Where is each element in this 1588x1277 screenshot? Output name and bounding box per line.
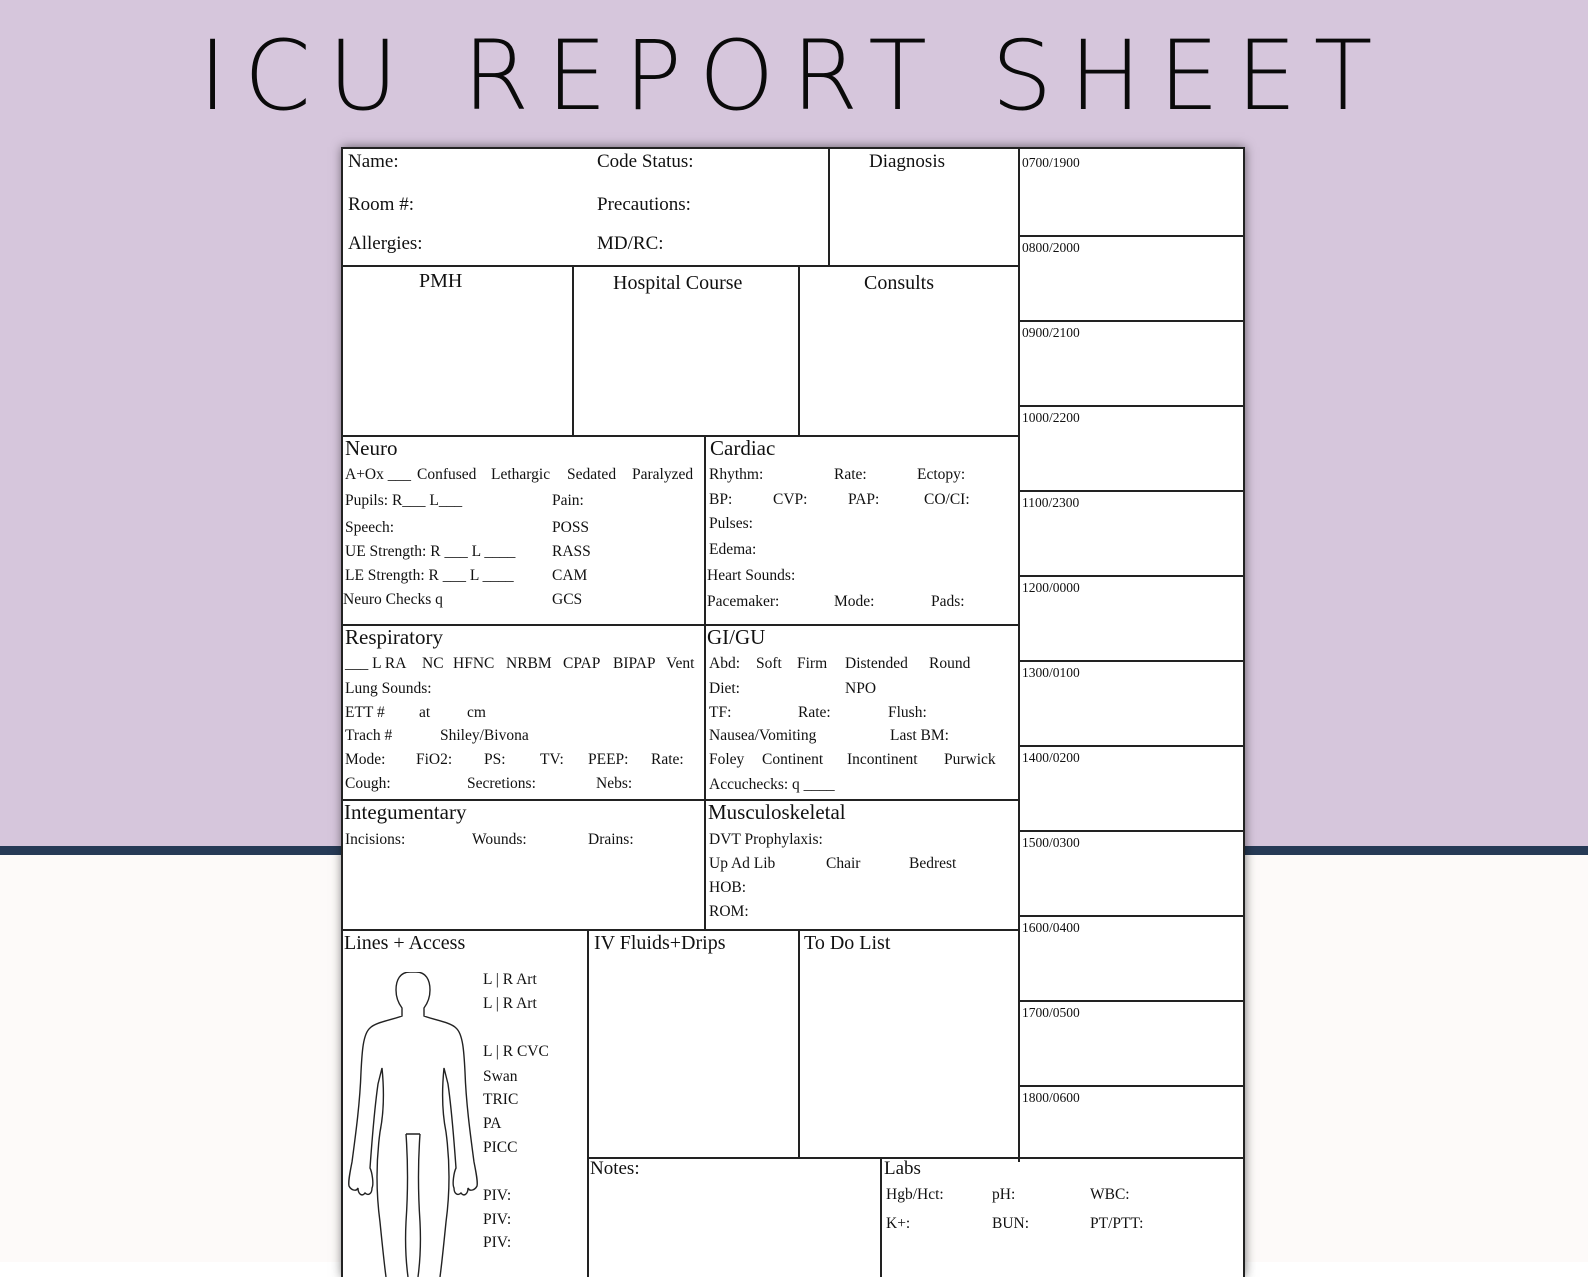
divider-neuro bbox=[342, 624, 1018, 626]
resp-cm: cm bbox=[467, 704, 486, 721]
neuro-pain: Pain: bbox=[552, 492, 584, 509]
cardiac-edema: Edema: bbox=[709, 541, 757, 558]
integ-incisions: Incisions: bbox=[345, 831, 406, 848]
musculoskeletal-heading: Musculoskeletal bbox=[708, 800, 846, 824]
lines-art-1: L | R Art bbox=[483, 971, 537, 988]
time-slot-label: 1600/0400 bbox=[1022, 920, 1080, 935]
gigu-abd: Abd: bbox=[709, 655, 740, 672]
cardiac-heart-sounds: Heart Sounds: bbox=[707, 567, 796, 584]
time-slot-label: 1400/0200 bbox=[1022, 750, 1080, 765]
gigu-incontinent: Incontinent bbox=[847, 751, 918, 768]
consults-heading: Consults bbox=[864, 272, 935, 294]
divider-pmh bbox=[572, 265, 574, 435]
cardiac-rate: Rate: bbox=[834, 466, 867, 483]
lines-piv-1: PIV: bbox=[483, 1187, 512, 1204]
neuro-ue: UE Strength: R ___ L ____ bbox=[345, 543, 516, 560]
time-slot-label: 1100/2300 bbox=[1022, 495, 1080, 510]
labs-k: K+: bbox=[886, 1215, 911, 1232]
lines-piv-3: PIV: bbox=[483, 1234, 512, 1251]
neuro-aox: A+Ox ___ bbox=[345, 466, 412, 483]
neuro-checks: Neuro Checks q bbox=[343, 591, 443, 608]
gigu-rate: Rate: bbox=[798, 704, 831, 721]
lines-art-2: L | R Art bbox=[483, 995, 537, 1012]
todo-heading: To Do List bbox=[804, 932, 891, 954]
time-slot-label: 1800/0600 bbox=[1022, 1090, 1080, 1105]
page-title: ICU REPORT SHEET bbox=[198, 20, 1390, 132]
time-slot-label: 1500/0300 bbox=[1022, 835, 1080, 850]
gigu-foley: Foley bbox=[709, 751, 745, 768]
allergies-label: Allergies: bbox=[348, 233, 423, 254]
notes-heading: Notes: bbox=[590, 1158, 640, 1179]
time-slot-label: 0900/2100 bbox=[1022, 325, 1080, 340]
gigu-accuchecks: Accuchecks: q ____ bbox=[709, 776, 835, 793]
labs-ph: pH: bbox=[992, 1186, 1016, 1203]
resp-peep: PEEP: bbox=[588, 751, 629, 768]
gigu-soft: Soft bbox=[756, 655, 782, 672]
cardiac-pulses: Pulses: bbox=[709, 515, 753, 532]
precautions-label: Precautions: bbox=[597, 194, 691, 215]
lines-picc: PICC bbox=[483, 1139, 518, 1156]
resp-ett: ETT # bbox=[345, 704, 385, 721]
gigu-nausea: Nausea/Vomiting bbox=[709, 727, 817, 744]
cardiac-pads: Pads: bbox=[931, 593, 965, 610]
labs-heading: Labs bbox=[884, 1158, 921, 1179]
time-divider bbox=[1018, 1000, 1244, 1002]
diagnosis-label: Diagnosis bbox=[869, 151, 945, 172]
divider-lines bbox=[587, 929, 589, 1277]
time-divider bbox=[1018, 915, 1244, 917]
gigu-tf: TF: bbox=[709, 704, 732, 721]
labs-wbc: WBC: bbox=[1090, 1186, 1130, 1203]
neuro-rass: RASS bbox=[552, 543, 591, 560]
lines-heading: Lines + Access bbox=[344, 932, 466, 954]
cardiac-cvp: CVP: bbox=[773, 491, 808, 508]
border-left bbox=[341, 147, 343, 1277]
resp-lung-sounds: Lung Sounds: bbox=[345, 680, 432, 697]
time-slot-label: 1200/0000 bbox=[1022, 580, 1080, 595]
gigu-heading: GI/GU bbox=[707, 625, 766, 649]
time-divider bbox=[1018, 575, 1244, 577]
neuro-paralyzed: Paralyzed bbox=[632, 466, 694, 483]
msk-up: Up Ad Lib bbox=[709, 855, 776, 872]
divider-history bbox=[342, 435, 1018, 437]
lines-swan: Swan bbox=[483, 1068, 518, 1085]
neuro-cam: CAM bbox=[552, 567, 588, 584]
divider-diagnosis bbox=[828, 147, 830, 265]
cardiac-rhythm: Rhythm: bbox=[709, 466, 764, 483]
cardiac-heading: Cardiac bbox=[710, 436, 776, 460]
resp-o2: ___ L RA bbox=[345, 655, 407, 672]
cardiac-ectopy: Ectopy: bbox=[917, 466, 966, 483]
lines-cvc: L | R CVC bbox=[483, 1043, 549, 1060]
gigu-npo: NPO bbox=[845, 680, 877, 697]
lines-tric: TRIC bbox=[483, 1091, 519, 1108]
time-divider bbox=[1018, 745, 1244, 747]
md-rc-label: MD/RC: bbox=[597, 233, 664, 254]
resp-mode: Mode: bbox=[345, 751, 386, 768]
resp-vent: Vent bbox=[666, 655, 695, 672]
integumentary-heading: Integumentary bbox=[344, 800, 467, 824]
lines-pa: PA bbox=[483, 1115, 502, 1132]
time-divider bbox=[1018, 235, 1244, 237]
neuro-sedated: Sedated bbox=[567, 466, 617, 483]
time-slot-label: 1300/0100 bbox=[1022, 665, 1080, 680]
resp-tv: TV: bbox=[540, 751, 564, 768]
code-status-label: Code Status: bbox=[597, 151, 694, 172]
neuro-heading: Neuro bbox=[345, 436, 398, 460]
body-outline-icon bbox=[348, 972, 478, 1277]
resp-nc: NC bbox=[422, 655, 444, 672]
name-label: Name: bbox=[348, 151, 399, 172]
resp-ps: PS: bbox=[484, 751, 506, 768]
neuro-confused: Confused bbox=[417, 466, 477, 483]
cardiac-coci: CO/CI: bbox=[924, 491, 970, 508]
neuro-gcs: GCS bbox=[552, 591, 583, 608]
cardiac-mode: Mode: bbox=[834, 593, 875, 610]
divider-systems bbox=[704, 435, 706, 929]
labs-pt: PT/PTT: bbox=[1090, 1215, 1144, 1232]
cardiac-pacemaker: Pacemaker: bbox=[707, 593, 780, 610]
neuro-speech: Speech: bbox=[345, 519, 395, 536]
room-label: Room #: bbox=[348, 194, 414, 215]
divider-labs bbox=[880, 1157, 882, 1277]
gigu-purwick: Purwick bbox=[944, 751, 996, 768]
divider-fluids bbox=[798, 929, 800, 1157]
divider-integ bbox=[342, 929, 1018, 931]
resp-hfnc: HFNC bbox=[453, 655, 495, 672]
gigu-firm: Firm bbox=[797, 655, 828, 672]
resp-trach: Trach # bbox=[345, 727, 393, 744]
resp-nrbm: NRBM bbox=[506, 655, 552, 672]
divider-course bbox=[798, 265, 800, 435]
hospital-course-heading: Hospital Course bbox=[613, 272, 743, 294]
resp-cpap: CPAP bbox=[563, 655, 601, 672]
integ-wounds: Wounds: bbox=[472, 831, 527, 848]
pmh-heading: PMH bbox=[419, 270, 463, 292]
divider-header bbox=[342, 265, 1018, 267]
resp-bipap: BIPAP bbox=[613, 655, 656, 672]
lines-piv-2: PIV: bbox=[483, 1211, 512, 1228]
report-sheet bbox=[342, 147, 1245, 1277]
gigu-round: Round bbox=[929, 655, 971, 672]
cardiac-bp: BP: bbox=[709, 491, 733, 508]
border-top bbox=[342, 147, 1245, 149]
resp-fio2: FiO2: bbox=[416, 751, 453, 768]
time-divider bbox=[1018, 490, 1244, 492]
time-divider bbox=[1018, 1085, 1244, 1087]
msk-hob: HOB: bbox=[709, 879, 747, 896]
time-divider bbox=[1018, 660, 1244, 662]
time-slot-label: 0700/1900 bbox=[1022, 155, 1080, 170]
neuro-le: LE Strength: R ___ L ____ bbox=[345, 567, 514, 584]
msk-dvt: DVT Prophylaxis: bbox=[709, 831, 823, 848]
neuro-pupils: Pupils: R___ L___ bbox=[345, 492, 463, 509]
gigu-continent: Continent bbox=[762, 751, 824, 768]
neuro-lethargic: Lethargic bbox=[491, 466, 551, 483]
gigu-last-bm: Last BM: bbox=[890, 727, 949, 744]
integ-drains: Drains: bbox=[588, 831, 634, 848]
respiratory-heading: Respiratory bbox=[345, 625, 443, 649]
gigu-diet: Diet: bbox=[709, 680, 740, 697]
resp-shiley: Shiley/Bivona bbox=[440, 727, 529, 744]
neuro-poss: POSS bbox=[552, 519, 590, 536]
gigu-distended: Distended bbox=[845, 655, 908, 672]
msk-rom: ROM: bbox=[709, 903, 749, 920]
time-divider bbox=[1018, 320, 1244, 322]
iv-fluids-heading: IV Fluids+Drips bbox=[594, 932, 726, 954]
time-slot-label: 1700/0500 bbox=[1022, 1005, 1080, 1020]
msk-chair: Chair bbox=[826, 855, 861, 872]
time-divider bbox=[1018, 405, 1244, 407]
gigu-flush: Flush: bbox=[888, 704, 927, 721]
border-right bbox=[1243, 147, 1245, 1277]
resp-rate: Rate: bbox=[651, 751, 684, 768]
divider-timeline bbox=[1018, 147, 1020, 1162]
labs-hgb: Hgb/Hct: bbox=[886, 1186, 944, 1203]
time-slot-label: 1000/2200 bbox=[1022, 410, 1080, 425]
time-slot-label: 0800/2000 bbox=[1022, 240, 1080, 255]
labs-bun: BUN: bbox=[992, 1215, 1030, 1232]
resp-cough: Cough: bbox=[345, 775, 391, 792]
resp-at: at bbox=[419, 704, 431, 721]
cardiac-pap: PAP: bbox=[848, 491, 880, 508]
msk-bedrest: Bedrest bbox=[909, 855, 957, 872]
resp-secretions: Secretions: bbox=[467, 775, 536, 792]
resp-nebs: Nebs: bbox=[596, 775, 633, 792]
time-divider bbox=[1018, 830, 1244, 832]
